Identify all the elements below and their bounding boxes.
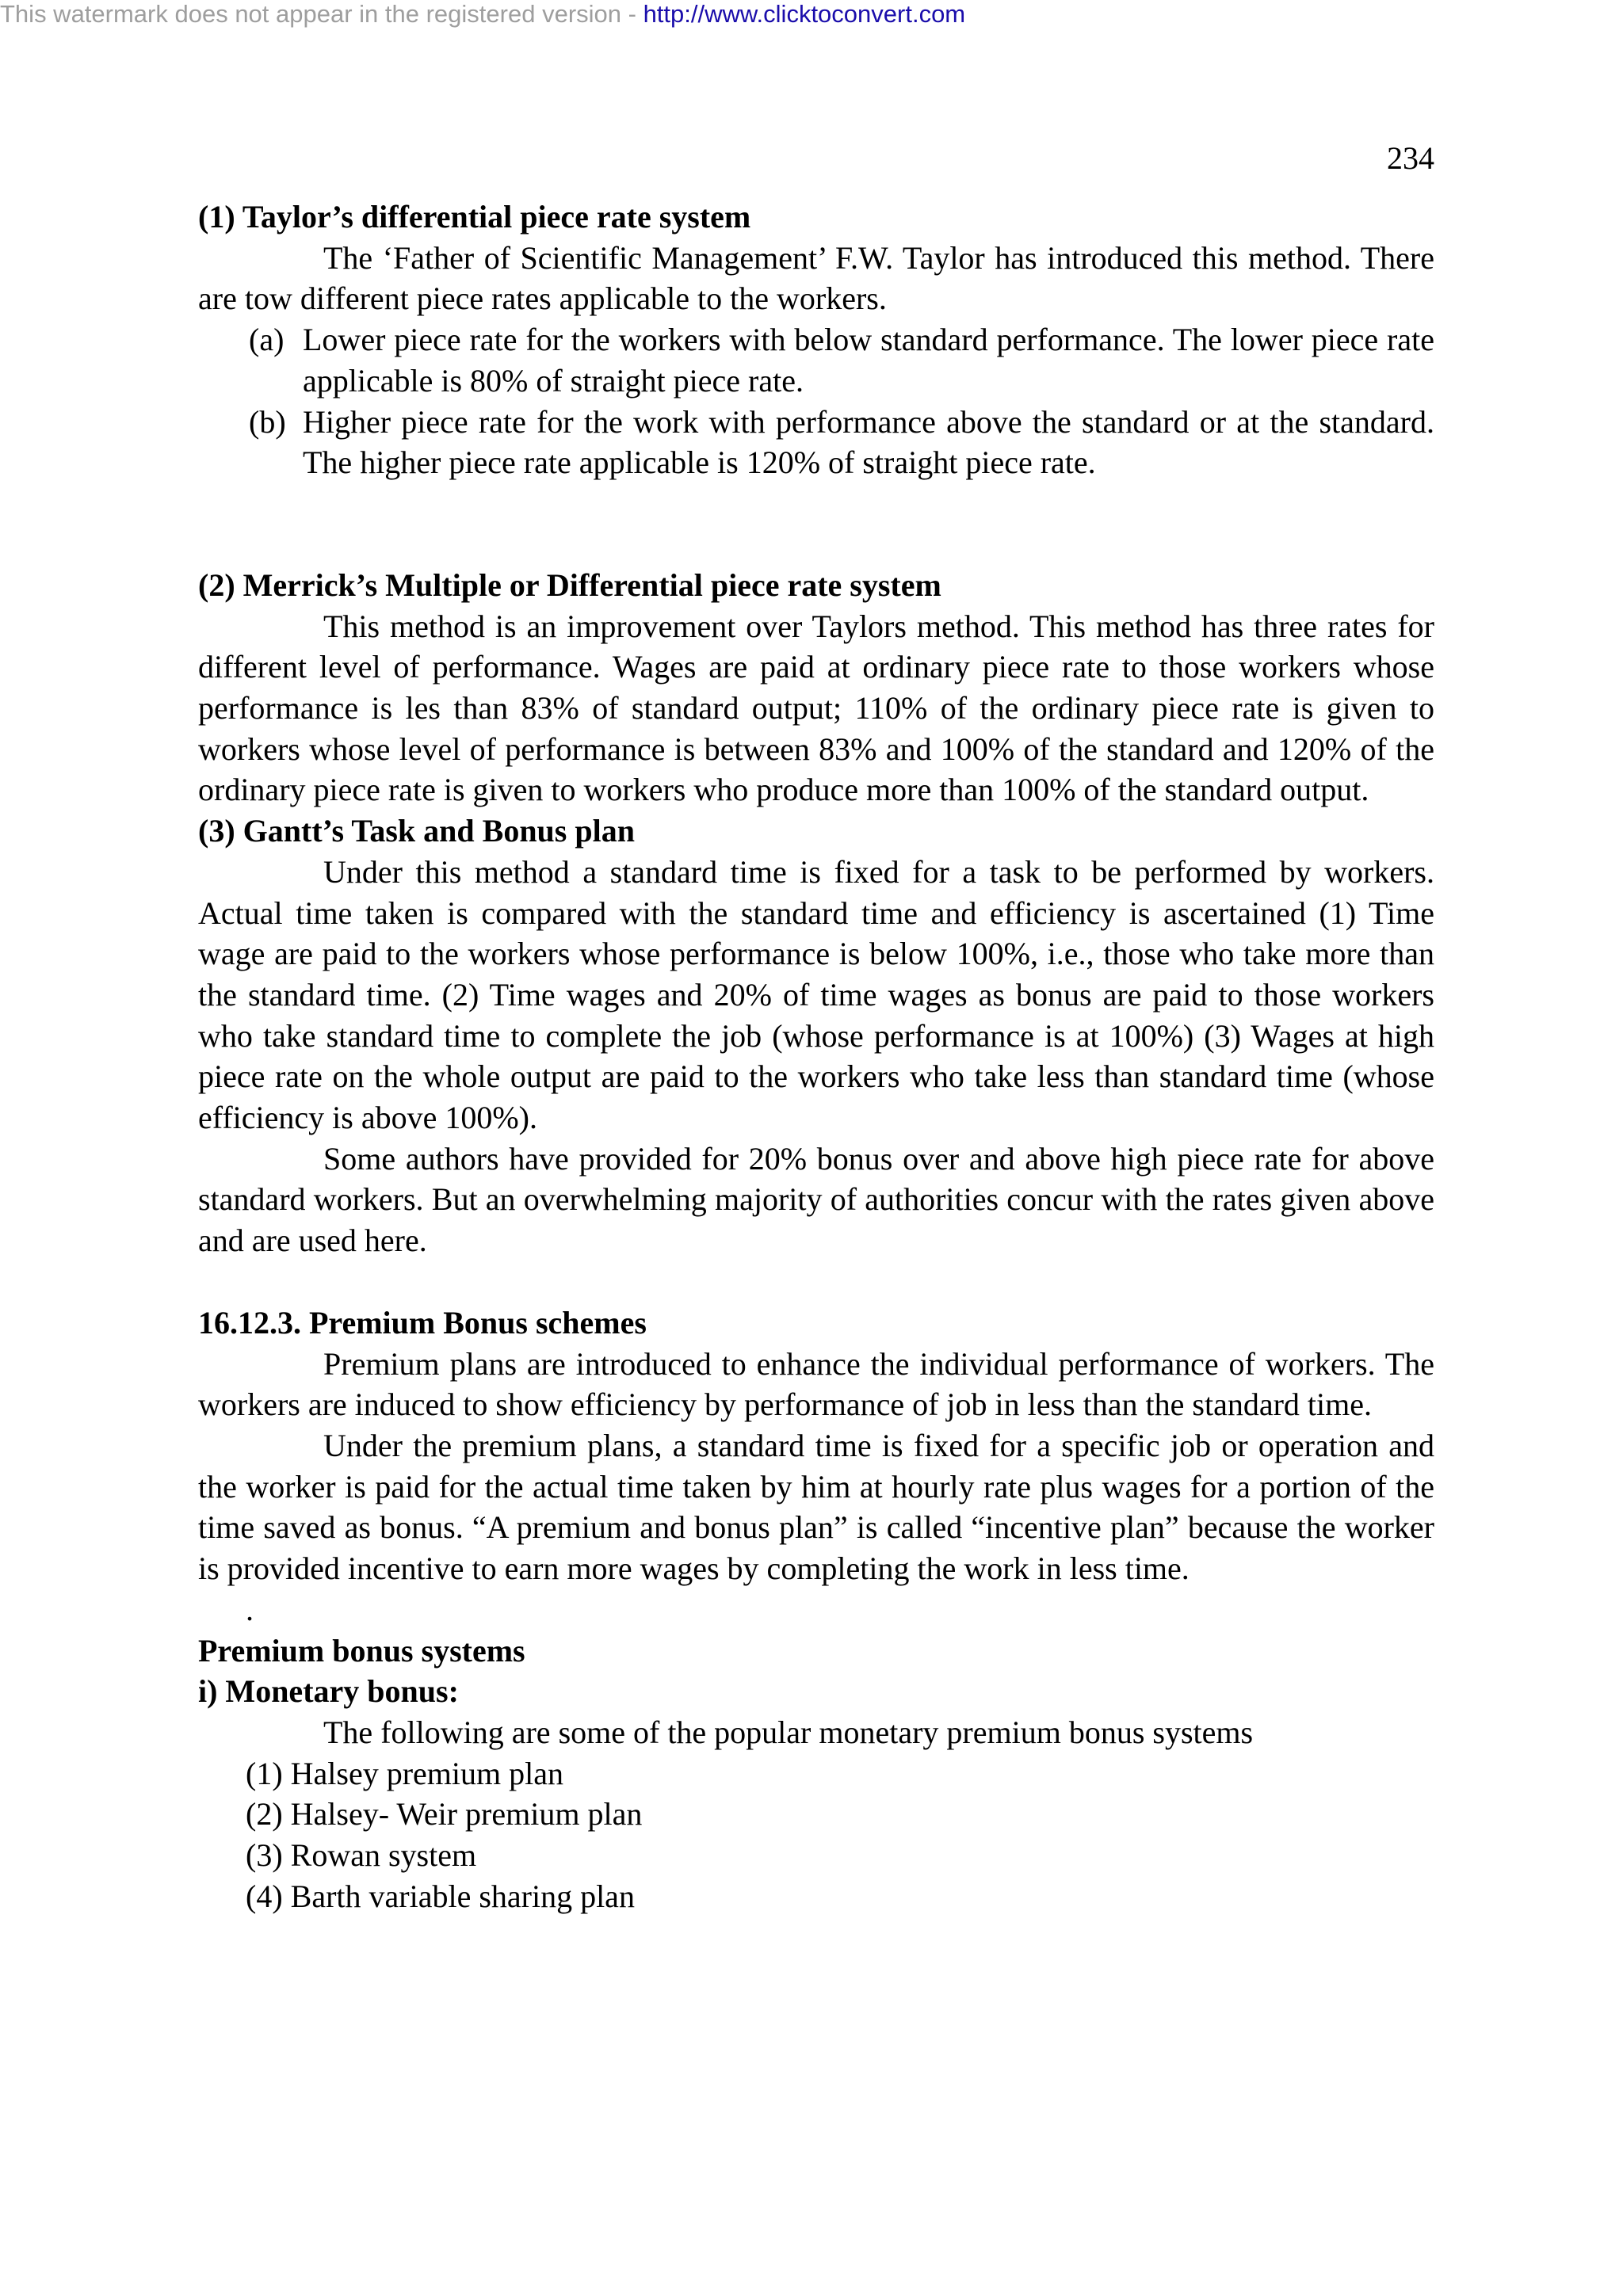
section-subheading: i) Monetary bonus: bbox=[198, 1673, 459, 1710]
section-taylor bbox=[198, 196, 1434, 483]
list-item-text: Higher piece rate for the work with performance above the standard or at the standard. The higher piece rate applicable is 120% of straight piece rate. bbox=[303, 403, 1434, 481]
watermark-link[interactable]: http://www.clicktoconvert.com bbox=[643, 0, 966, 28]
section-gantt bbox=[198, 810, 1434, 1261]
section-premium-bonus-systems bbox=[198, 1630, 1434, 1917]
watermark bbox=[0, 0, 965, 29]
stray-dot: . bbox=[246, 1591, 254, 1627]
spacer bbox=[198, 483, 1434, 565]
list-marker: (a) bbox=[249, 322, 285, 358]
section-merrick bbox=[198, 565, 1434, 810]
section-heading: (2) Merrick’s Multiple or Differential piece rate system bbox=[198, 566, 941, 603]
section-premium-bonus-schemes bbox=[198, 1302, 1434, 1630]
page-content bbox=[198, 196, 1434, 1917]
section-heading: Premium bonus systems bbox=[198, 1632, 525, 1669]
list-item-text: Lower piece rate for the workers with below standard performance. The lower piece rate applicable is 80% of straight piece rate. bbox=[303, 322, 1434, 399]
spacer bbox=[198, 1261, 1434, 1302]
list-marker: (b) bbox=[249, 403, 286, 440]
watermark-text: This watermark does not appear in the registered version - bbox=[0, 0, 643, 28]
section-heading: 16.12.3. Premium Bonus schemes bbox=[198, 1304, 647, 1341]
paragraph: Premium plans are introduced to enhance the individual performance of workers. The workers are induced to show efficiency by performance of job in less than the standard time. bbox=[198, 1345, 1434, 1423]
paragraph: This method is an improvement over Taylors method. This method has three rates for different level of performance. Wages are paid at ordinary piece rate to those workers whose performance is les than 83% of standard output; 110% of the ordinary piece rate is given to workers whose level of performance is between 83% and 100% of the standard and 120% of the ordinary piece rate is given to workers who produce more than 100% of the standard output. bbox=[198, 608, 1434, 808]
list-item: (3) Rowan system bbox=[246, 1837, 477, 1874]
section-heading: (3) Gantt’s Task and Bonus plan bbox=[198, 813, 635, 849]
paragraph: Under the premium plans, a standard time is fixed for a specific job or operation and the worker is paid for the actual time taken by him at hourly rate plus wages for a portion of the time saved as bonus. “A premium and bonus plan” is called “incentive plan” because the worker is provided incentive to earn more wages by completing the work in less time. bbox=[198, 1427, 1434, 1587]
list-item bbox=[198, 402, 1434, 483]
paragraph: Under this method a standard time is fixed for a task to be performed by workers. Actual time taken is compared with the standard time and efficiency is ascertained (1) Time wage are paid to the workers whose performance is below 100%, i.e., those who take more than the standard time. (2) Time wages and 20% of time wages as bonus are paid to those workers who take standard time to complete the job (whose performance is at 100%) (3) Wages at high piece rate on the whole output are paid to the workers who take less than standard time (whose efficiency is above 100%). bbox=[198, 853, 1434, 1136]
list-item bbox=[198, 319, 1434, 401]
list-item: (2) Halsey- Weir premium plan bbox=[246, 1796, 643, 1833]
paragraph: Some authors have provided for 20% bonus over and above high piece rate for above standard workers. But an overwhelming majority of authorities concur with the rates given above and are used here. bbox=[198, 1140, 1434, 1259]
paragraph: The following are some of the popular monetary premium bonus systems bbox=[323, 1714, 1254, 1750]
numbered-list bbox=[198, 1753, 1434, 1917]
list-item: (4) Barth variable sharing plan bbox=[246, 1878, 635, 1914]
paragraph: The ‘Father of Scientific Management’ F.W. Taylor has introduced this method. There are tow different piece rates applicable to the workers. bbox=[198, 239, 1434, 317]
page-number: 234 bbox=[1387, 140, 1434, 176]
alpha-list bbox=[198, 319, 1434, 483]
section-heading: (1) Taylor’s differential piece rate system bbox=[198, 199, 751, 235]
list-item: (1) Halsey premium plan bbox=[246, 1755, 563, 1791]
